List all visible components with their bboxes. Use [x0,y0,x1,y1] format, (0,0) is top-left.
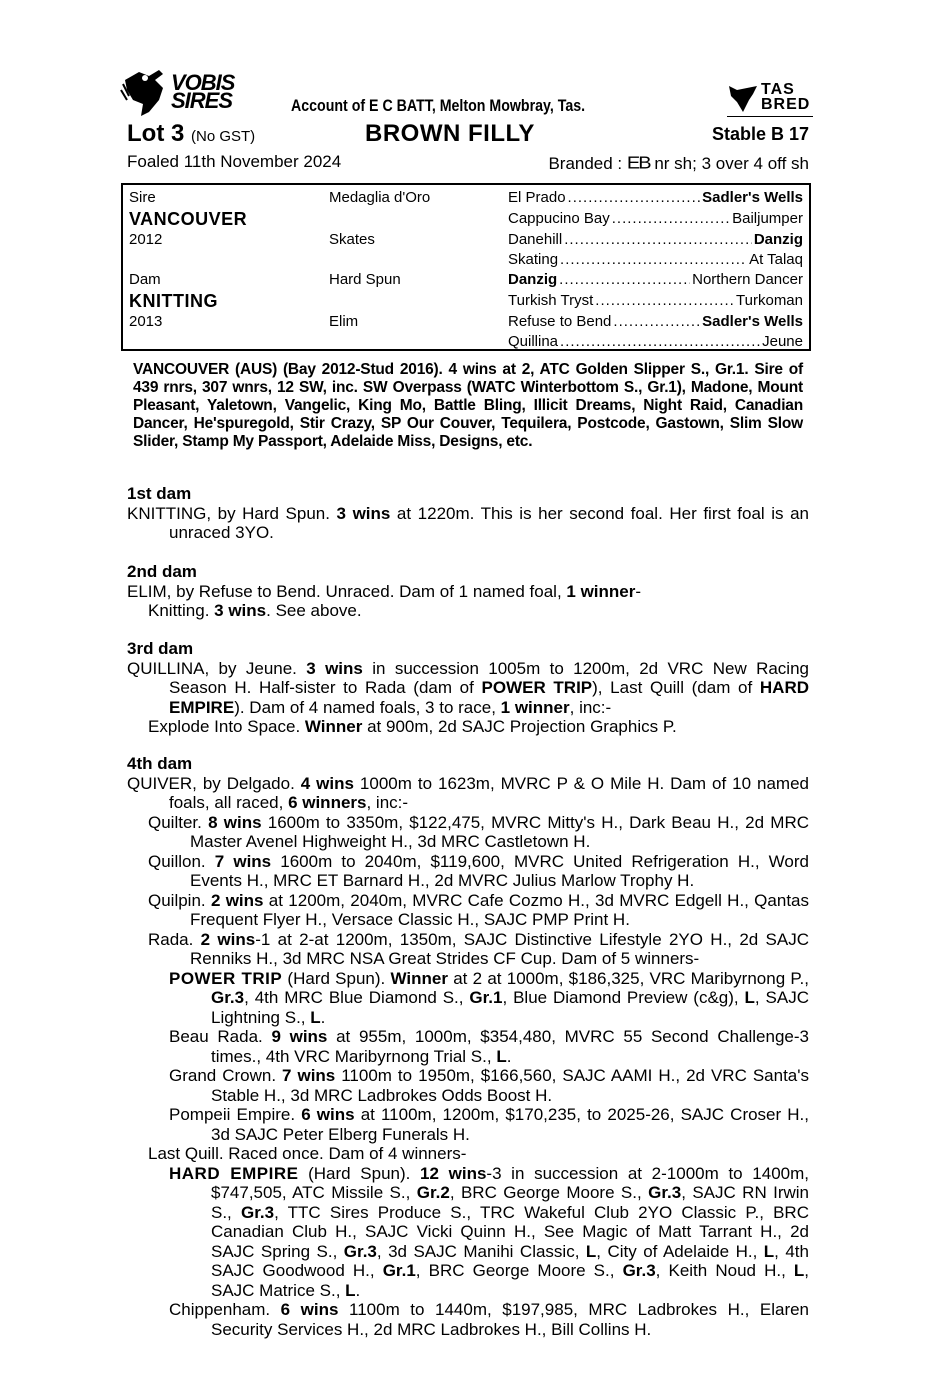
grandparent-sire: Turkoman [736,292,803,309]
progeny-entry: Beau Rada. 9 wins at 955m, 1000m, $354,480, MVRC 55 Second Challenge-3 times., 4th VRC Maribyrnong Trial S., L. [169,1027,809,1066]
progeny-entry: HARD EMPIRE (Hard Spun). 12 wins-3 in succession at 2-1000m to 1400m, $747,505, ATC Missile S., Gr.2, BRC George Moore S., Gr.3, SAJC RN Irwin S., Gr.3, TTC Sires Produce S., TRC Wakeful Club 2YO Classic P., BRC Canadian Club H., SAJC Vicki Quinn H., See Magic of Matt Tarrant H., 2d SAJC Spring S., Gr.3, 3d SAJC Manihi Classic, L, City of Adelaide H., L, 4th SAJC Goodwood H., Gr.1, BRC George Moore S., Gr.3, Keith Noud H., L, SAJC Matrice S., L. [169,1163,810,1300]
branded-label: Branded : [548,154,623,173]
sire-dam: Skates [329,231,375,248]
progeny-entry: Pompeii Empire. 6 wins at 1100m, 1200m, $170,235, to 2025-26, SAJC Croser H., 3d SAJC Peter Elberg Funerals H. [169,1105,810,1144]
grandparent-row [508,251,803,271]
grandparent-row [508,292,803,312]
progeny-entry: Quilter. 8 wins 1600m to 3350m, $122,475, MVRC Mitty's H., Dark Beau H., 2d MRC Master Avenel Highweight H., 3d MRC Castletown H. [148,812,809,851]
vendor-account: Account of E C BATT, Melton Mowbray, Tas. [291,97,586,115]
gst-note: (No GST) [191,128,256,145]
dam-dam: Elim [329,313,359,330]
sire-name: VANCOUVER [129,209,248,229]
grandparent-name: Turkish Tryst [508,292,594,309]
horse-description: BROWN FILLY [365,120,535,147]
progeny-entry: Quillon. 7 wins 1600m to 2040m, $119,600, MVRC United Refrigeration H., Word Events H., MRC ET Barnard H., 2d MVRC Julius Marlow Trophy H. [148,851,809,890]
pedigree-table [121,183,811,351]
vobis-sires-logo [119,66,259,118]
lot-number [127,120,255,148]
third-dam-section [127,639,809,737]
progeny-entry: POWER TRIP (Hard Spun). Winner at 2 at 1000m, $186,325, VRC Maribyrnong P., Gr.3, 4th MRC Blue Diamond S., Gr.1, Blue Diamond Preview (c&g), L, SAJC Lightning S., L. [169,968,809,1027]
logo-line-1: VOBIS [171,70,235,95]
progeny-entry: Chippenham. 6 wins 1100m to 1440m, $197,985, MRC Ladbrokes H., Elaren Security Services H., 2d MRC Ladbrokes H., Bill Collins H. [169,1300,810,1339]
brand-info [548,152,809,175]
tas-line-2: BRED [761,96,811,113]
progeny-entry: Quilpin. 2 wins at 1200m, 2040m, MVRC Cafe Cozmo H., 3d MVRC Edgell H., Qantas Frequent Flyer H., Versace Classic H., SAJC PMP Print H. [148,890,809,929]
grandparent-sire: Sadler's Wells [702,189,803,206]
grandparent-sire: Danzig [753,231,803,248]
first-dam-section [127,484,809,543]
sire-sire: Medaglia d'Oro [329,189,431,206]
brand-mark: EB [626,153,650,173]
fourth-dam-text: QUIVER, by Delgado. 4 wins 1000m to 1623m, MVRC P & O Mile H. Dam of 10 named foals, all raced, 6 winners, inc:- [127,773,809,812]
branded-details: nr sh; 3 over 4 off sh [654,154,809,173]
section-heading: 3rd dam [127,639,194,658]
foaled-date: Foaled 11th November 2024 [127,152,342,171]
dam-year: 2013 [129,313,163,330]
lot-label: Lot 3 [127,120,185,147]
grandparent-sire: Sadler's Wells [702,313,803,330]
second-dam-section [127,562,809,621]
first-dam-text: KNITTING, by Hard Spun. 3 wins at 1220m. This is her second foal. Her first foal is an unraced 3YO. [127,503,809,542]
progeny-entry: Grand Crown. 7 wins 1100m to 1950m, $166,560, SAJC AAMI H., 2d VRC Santa's Stable H., 3d MRC Ladbrokes Odds Boost H. [169,1066,809,1105]
grandparent-sire: At Talaq [749,251,803,268]
third-dam-text: QUILLINA, by Jeune. 3 wins in succession 1005m to 1200m, 2d VRC New Racing Season H. Half-sister to Rada (dam of POWER TRIP), Last Quill (dam of HARD EMPIRE). Dam of 4 named foals, 3 to race, 1 winner, inc:- [127,658,809,717]
fourth-dam-section [127,754,809,1339]
lot-row [127,120,809,148]
sire-summary: VANCOUVER (AUS) (Bay 2012-Stud 2016). 4 wins at 2, ATC Golden Slipper S., Gr.1. Sire of 439 rnrs, 307 wnrs, 12 SW, inc. SW Overpass (WATC Winterbottom S., Gr.1), Madone, Mount Pleasant, Yaletown, Vangelic, King Mo, Battle Bling, Illicit Dreams, Night Raid, Canadian Dancer, He'spuregold, Stir Crazy, SP Our Couver, Tequilera, Postcode, Gastown, Slim Slow Slider, Stamp My Passport, Adelaide Miss, Designs, etc. [133,361,803,450]
grandparent-sire: Jeune [762,333,803,350]
grandparent-name: Danzig [508,271,558,288]
grandparent-row [508,333,803,353]
progeny-entry: Rada. 2 wins-1 at 2-at 1200m, 1350m, SAJC Distinctive Lifestyle 2YO H., 2d SAJC Renniks H., 3d MRC NSA Great Strides CF Cup. Dam of 5 winners- [148,929,809,968]
logo-line-2: SIRES [171,88,233,113]
grandparent-name: Refuse to Bend [508,313,612,330]
dam-name: KNITTING [129,291,218,311]
second-dam-text: ELIM, by Refuse to Bend. Unraced. Dam of 1 named foal, 1 winner- [127,581,642,601]
grandparent-row [508,231,803,251]
dam-label: Dam [129,271,161,288]
progeny-entry: Explode Into Space. Winner at 900m, 2d SAJC Projection Graphics P. [148,717,677,736]
stable-location: Stable B 17 [711,124,809,144]
grandparent-name: El Prado [508,189,566,206]
tasmania-map-icon [727,84,759,114]
progeny-entry: Knitting. 3 wins. See above. [148,601,362,620]
grandparent-sire: Bailjumper [732,210,803,227]
tas-tagline-divider [727,116,813,119]
progeny-entry: Last Quill. Raced once. Dam of 4 winners- [148,1144,467,1163]
sire-label: Sire [129,189,156,206]
grandparent-sire: Northern Dancer [692,271,803,288]
section-heading: 1st dam [127,484,192,503]
grandparent-name: Cappucino Bay [508,210,610,227]
grandparent-row [508,189,803,209]
grandparent-name: Quillina [508,333,559,350]
tas-line-1: TAS [761,81,795,98]
horse-jockey-icon [119,66,171,118]
grandparent-name: Skating [508,251,559,268]
grandparent-row [508,271,803,291]
tas-bred-logo [727,82,817,122]
dam-sire: Hard Spun [329,271,401,288]
sire-year: 2012 [129,231,163,248]
section-heading: 4th dam [127,754,193,773]
grandparent-row [508,313,803,333]
grandparent-row [508,210,803,230]
section-heading: 2nd dam [127,562,197,581]
grandparent-name: Danehill [508,231,563,248]
